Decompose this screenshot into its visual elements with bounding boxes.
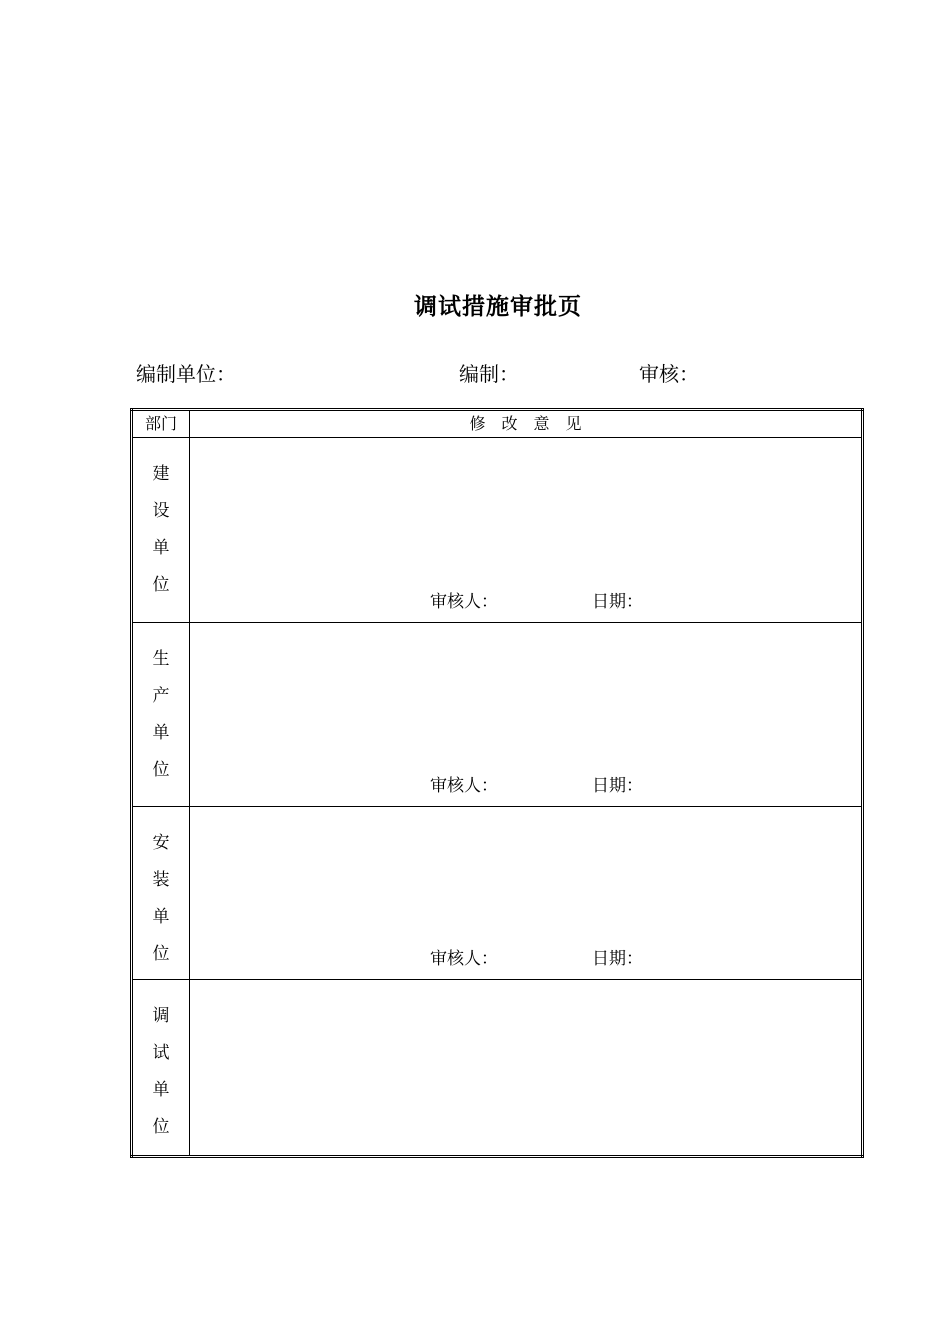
table-row xyxy=(132,623,863,807)
page-title: 调试措施审批页 xyxy=(414,293,582,320)
dept-char: 试 xyxy=(152,1043,170,1063)
signature-line xyxy=(430,944,643,969)
reviewer-field-label: 审核人： xyxy=(430,592,498,612)
date-field-label: 日期： xyxy=(592,949,643,969)
dept-cell-production xyxy=(132,623,190,807)
comment-cell-commissioning[interactable] xyxy=(190,980,863,1157)
date-field-label: 日期： xyxy=(592,776,643,796)
dept-char: 单 xyxy=(152,723,170,743)
header-comments: 修 改 意 见 xyxy=(190,410,863,438)
dept-char: 生 xyxy=(152,649,170,669)
table-row xyxy=(132,807,863,980)
dept-char: 位 xyxy=(152,760,170,780)
dept-char: 装 xyxy=(152,870,170,890)
comment-cell-installation[interactable] xyxy=(190,807,863,980)
comment-cell-production[interactable] xyxy=(190,623,863,807)
approval-table xyxy=(130,408,864,1158)
compiling-unit-label: 编制单位： xyxy=(136,362,236,386)
dept-char: 位 xyxy=(152,1117,170,1137)
dept-cell-construction xyxy=(132,438,190,623)
signature-line xyxy=(430,771,643,796)
reviewer-field-label: 审核人： xyxy=(430,949,498,969)
dept-char: 单 xyxy=(152,538,170,558)
comment-cell-construction[interactable] xyxy=(190,438,863,623)
dept-char: 调 xyxy=(152,1006,170,1026)
dept-char: 产 xyxy=(152,686,170,706)
table-header-row xyxy=(132,410,863,438)
table-row xyxy=(132,980,863,1157)
header-dept: 部门 xyxy=(132,410,190,438)
reviewer-label: 审核： xyxy=(639,362,699,386)
dept-char: 设 xyxy=(152,501,170,521)
dept-cell-installation xyxy=(132,807,190,980)
dept-char: 单 xyxy=(152,1080,170,1100)
reviewer-field-label: 审核人： xyxy=(430,776,498,796)
dept-cell-commissioning xyxy=(132,980,190,1157)
editor-label: 编制： xyxy=(459,362,519,386)
approval-table-container xyxy=(130,408,864,1158)
dept-char: 单 xyxy=(152,907,170,927)
dept-char: 位 xyxy=(152,944,170,964)
dept-char: 建 xyxy=(152,464,170,484)
date-field-label: 日期： xyxy=(592,592,643,612)
dept-char: 位 xyxy=(152,575,170,595)
signature-line xyxy=(430,587,643,612)
table-row xyxy=(132,438,863,623)
dept-char: 安 xyxy=(152,833,170,853)
